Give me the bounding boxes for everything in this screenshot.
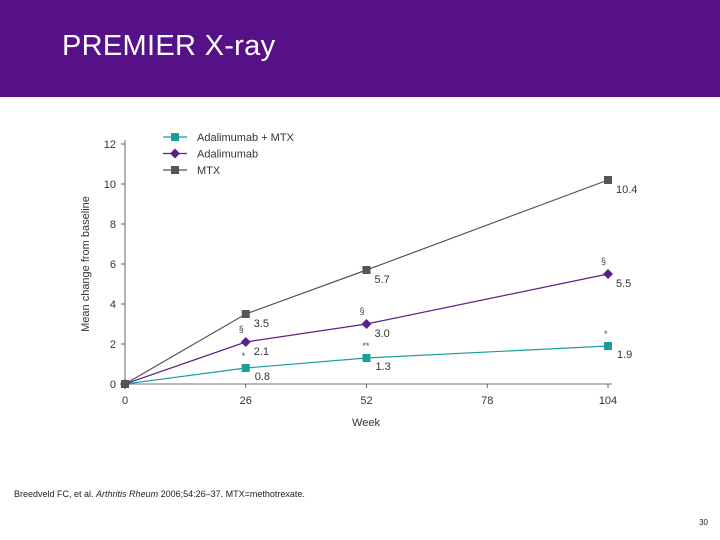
- y-tick-label: 10: [103, 179, 116, 191]
- series-line-adalimumab-mtx: [125, 346, 608, 384]
- legend-label-adalimumab: Adalimumab: [197, 148, 259, 161]
- x-tick-label: 26: [239, 395, 252, 407]
- data-label-adalimumab: 5.5: [616, 278, 632, 290]
- x-axis-label: Week: [352, 417, 380, 429]
- citation-authors: Breedveld FC, et al.: [14, 489, 97, 499]
- x-tick-label: 0: [121, 395, 129, 407]
- y-tick-label: 6: [109, 259, 116, 271]
- legend-marker-adalimumab-mtx: [171, 133, 179, 141]
- data-label-mtx: 5.7: [374, 274, 390, 286]
- x-tick-label: 52: [360, 395, 373, 407]
- citation-journal: Arthritis Rheum: [96, 489, 159, 499]
- significance-marker-adalimumab: §: [359, 306, 365, 316]
- significance-marker-adalimumab-mtx: **: [362, 341, 370, 351]
- slide-title: PREMIER X-ray: [62, 30, 276, 62]
- significance-marker-adalimumab-mtx: *: [241, 351, 246, 361]
- data-label-adalimumab: 3.0: [374, 328, 390, 340]
- data-point-adalimumab-mtx: [363, 354, 371, 362]
- line-chart: [0, 97, 720, 477]
- series-line-mtx: [125, 180, 608, 384]
- data-label-mtx: 10.4: [616, 184, 638, 196]
- data-label-adalimumab-mtx: 1.3: [375, 361, 391, 373]
- y-tick-label: 4: [109, 299, 116, 311]
- data-point-adalimumab-mtx: [242, 364, 250, 372]
- data-point-mtx: [121, 380, 129, 388]
- data-point-adalimumab-mtx: [604, 342, 612, 350]
- data-point-adalimumab: [603, 269, 613, 279]
- data-point-adalimumab: [241, 337, 251, 347]
- y-tick-label: 12: [103, 139, 116, 151]
- citation-details: 2006;54:26–37. MTX=methotrexate.: [158, 489, 305, 499]
- data-label-mtx: 3.5: [253, 318, 270, 330]
- data-point-mtx: [604, 176, 612, 184]
- data-point-mtx: [242, 310, 250, 318]
- x-tick-label: 78: [481, 395, 494, 407]
- data-label-adalimumab-mtx: 0.8: [254, 371, 271, 383]
- data-point-adalimumab: [362, 319, 372, 329]
- y-axis-label: Mean change from baseline: [80, 196, 92, 332]
- significance-marker-adalimumab-mtx: *: [604, 329, 608, 339]
- legend-label-adalimumab-mtx: Adalimumab + MTX: [197, 132, 294, 144]
- legend-label-mtx: MTX: [197, 165, 221, 177]
- legend-marker-adalimumab: [170, 149, 180, 159]
- y-tick-label: 2: [109, 339, 116, 351]
- data-label-adalimumab: 2.1: [253, 346, 270, 358]
- y-tick-label: 8: [109, 219, 116, 231]
- y-tick-label: 0: [109, 379, 116, 391]
- citation: [14, 489, 305, 499]
- significance-marker-adalimumab: §: [238, 324, 244, 334]
- title-banner: [0, 0, 720, 97]
- x-tick-label: 104: [598, 395, 618, 407]
- page-number: 30: [699, 518, 708, 527]
- significance-marker-adalimumab: §: [601, 256, 607, 266]
- legend-marker-mtx: [171, 166, 179, 174]
- data-label-adalimumab-mtx: 1.9: [617, 349, 633, 361]
- data-point-mtx: [363, 266, 371, 274]
